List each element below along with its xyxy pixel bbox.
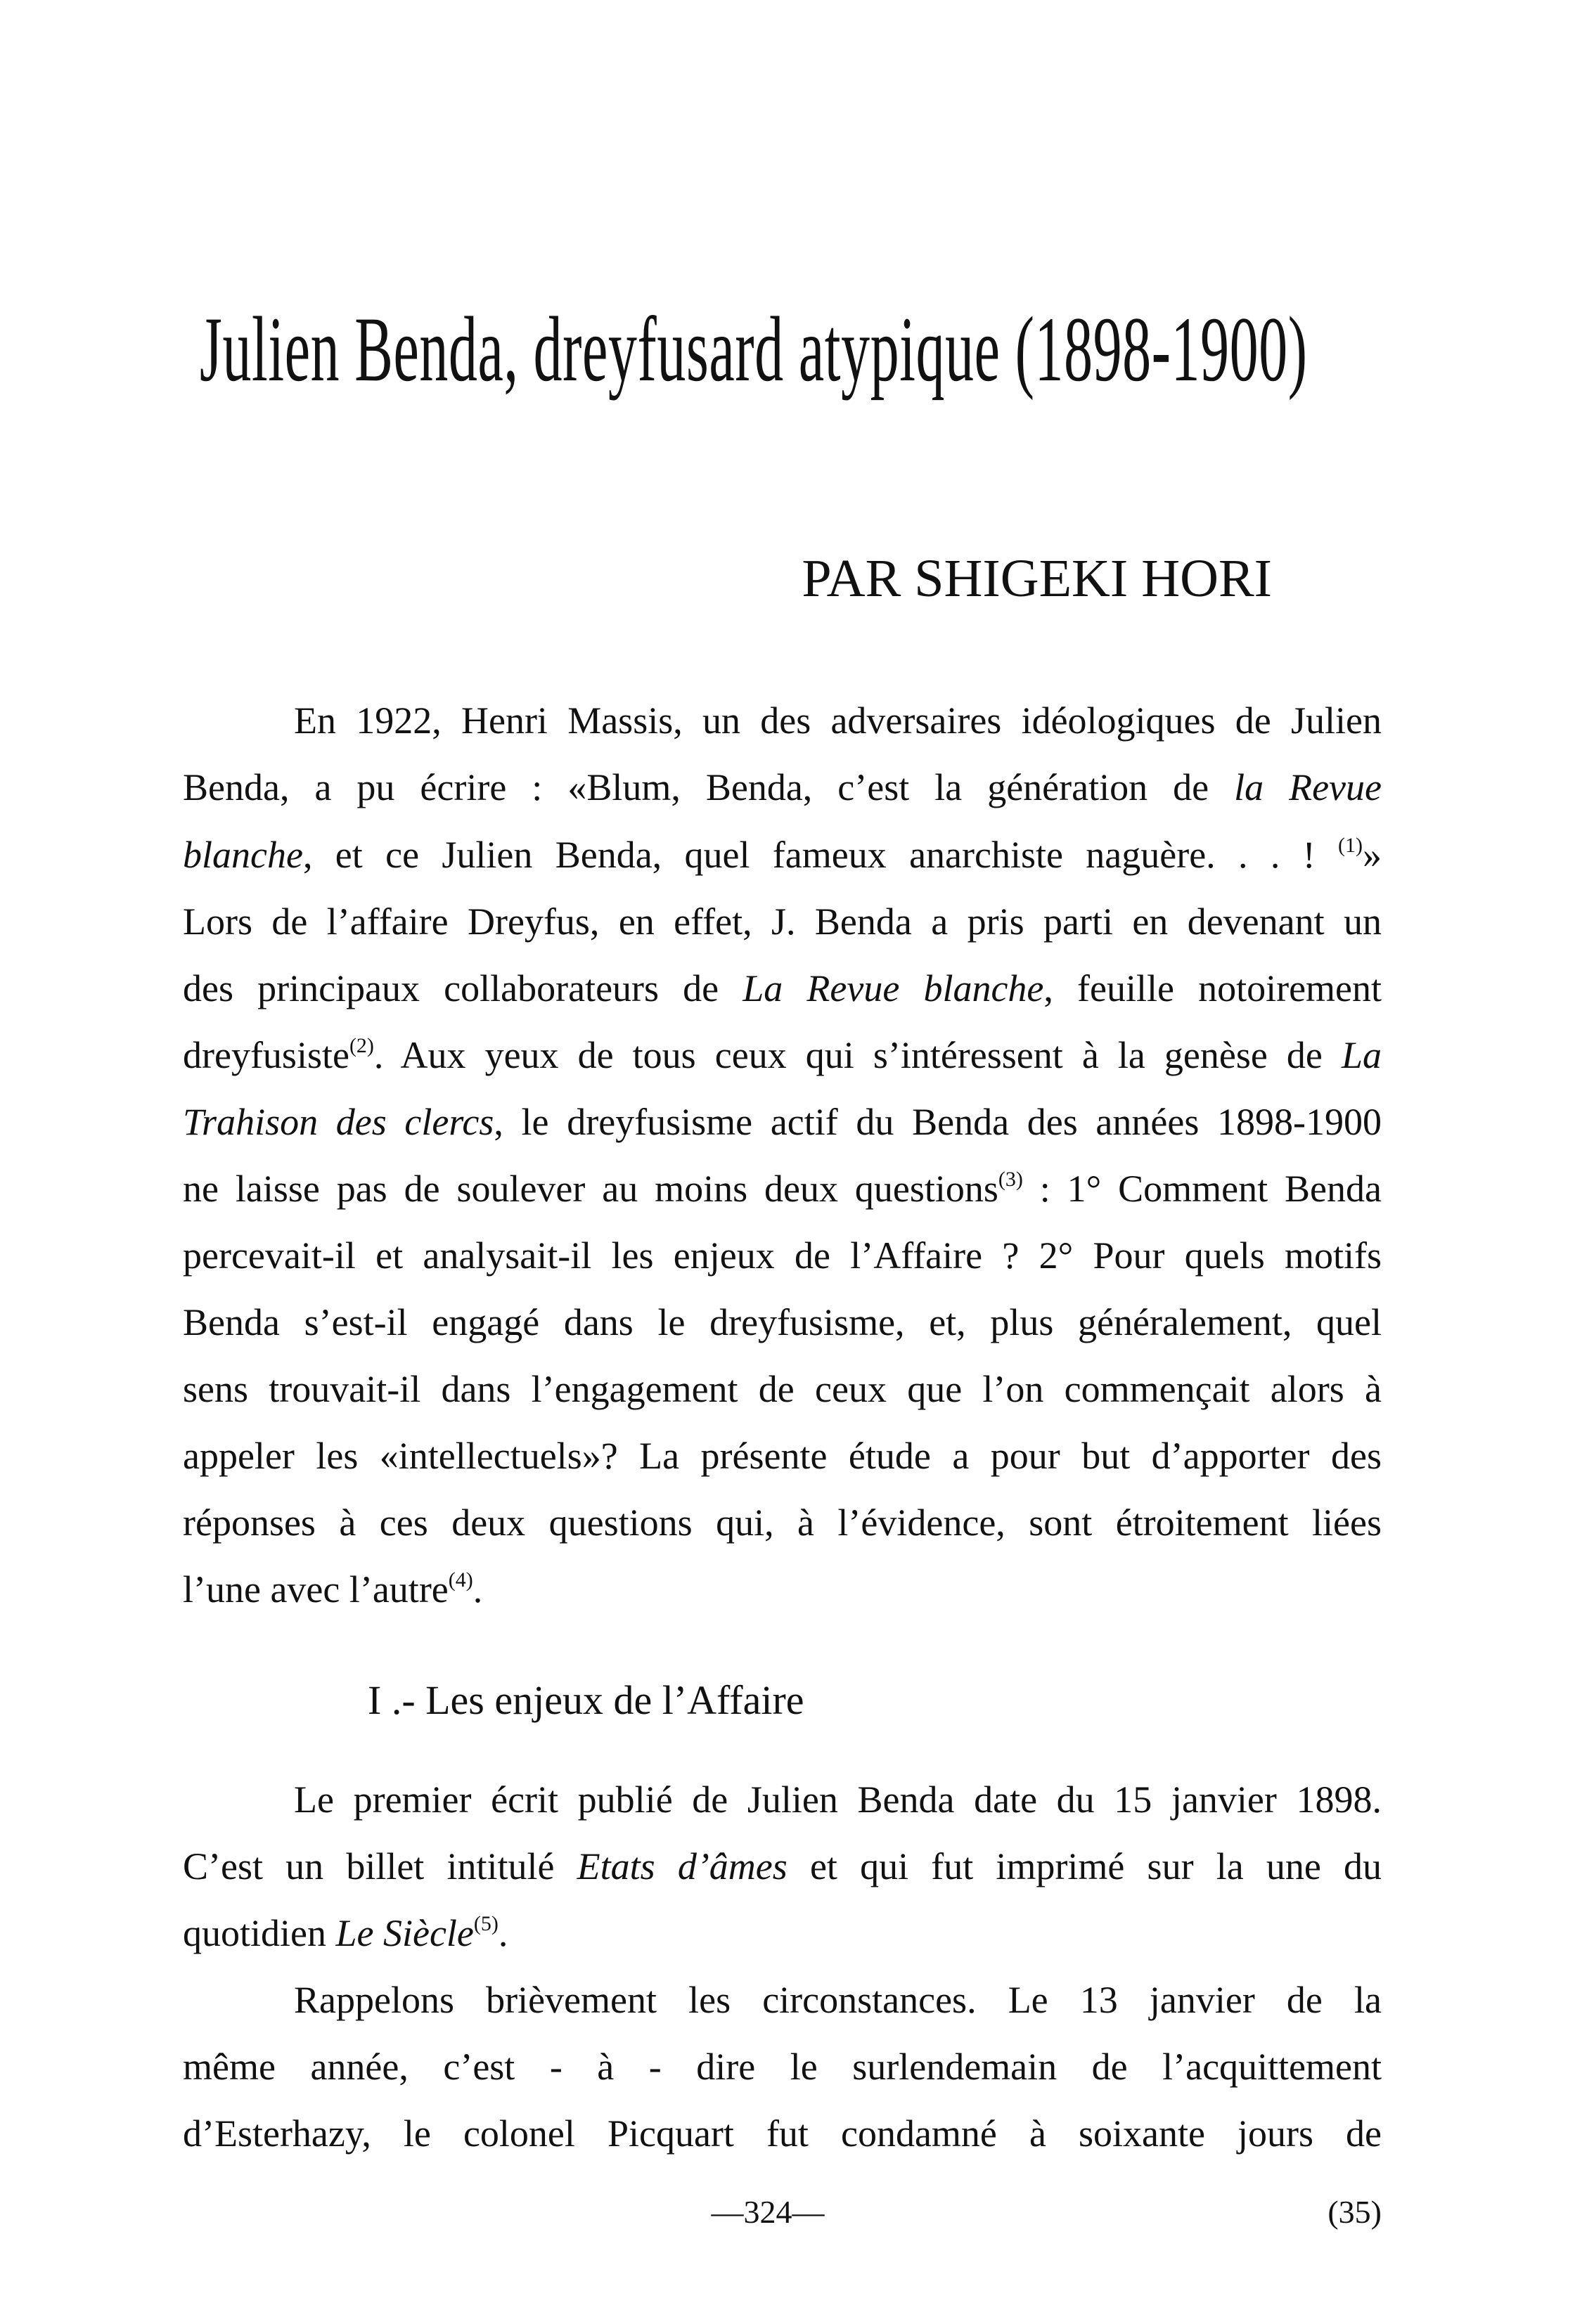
text-segment: sens trouvait-il dans l’engagement de ceux que l’on commençait alors à (183, 1368, 1382, 1410)
text-line (294, 1775, 1382, 1824)
text-line (183, 1909, 1382, 1958)
text-line (183, 1097, 1382, 1147)
italic-text: blanche (183, 834, 303, 876)
text-segment: Benda s’est-il engagé dans le dreyfusisme, et, plus généralement, quel (183, 1301, 1382, 1343)
text-segment: » (1363, 834, 1382, 876)
italic-text: La Revue blanche (742, 967, 1044, 1009)
section-number: (35) (1328, 2194, 1382, 2230)
text-segment: En 1922, Henri Massis, un des adversaires idéologiques de Julien (294, 699, 1382, 742)
text-segment: . (472, 1568, 483, 1610)
text-line (183, 1842, 1382, 1891)
footnote-ref: (2) (349, 1034, 374, 1057)
text-segment: quotidien (183, 1912, 336, 1954)
text-line (294, 696, 1382, 745)
text-line (183, 1565, 1382, 1614)
text-line (183, 964, 1382, 1013)
italic-text: la Revue (1234, 766, 1382, 808)
text-line (183, 2109, 1382, 2158)
text-line (183, 1164, 1382, 1213)
section-heading: I .- Les enjeux de l’Affaire (368, 1677, 804, 1723)
text-segment: , et ce Julien Benda, quel fameux anarchiste naguère. . . ! (302, 834, 1339, 876)
text-segment: appeler les «intellectuels»? La présente étude a pour but d’apporter des (183, 1435, 1382, 1477)
text-line (183, 2042, 1382, 2091)
author-byline: PAR SHIGEKI HORI (802, 549, 1272, 608)
text-line (183, 1031, 1382, 1080)
text-segment: des principaux collaborateurs de (183, 967, 743, 1009)
italic-text: Le Siècle (335, 1912, 474, 1954)
text-segment: Benda, a pu écrire : «Blum, Benda, c’est la génération de (183, 766, 1235, 808)
text-segment: ne laisse pas de soulever au moins deux questions (183, 1168, 998, 1210)
page-number: —324— (711, 2194, 825, 2230)
text-segment: . (498, 1912, 508, 1954)
footnote-ref: (3) (998, 1168, 1023, 1191)
italic-text: Trahison des clercs (183, 1101, 494, 1143)
text-segment: C’est un billet intitulé (183, 1845, 577, 1887)
text-segment: Lors de l’affaire Dreyfus, en effet, J. Benda a pris parti en devenant un (183, 900, 1382, 943)
footnote-ref: (5) (473, 1912, 499, 1935)
text-segment: Le premier écrit publié de Julien Benda date du 15 janvier 1898. (294, 1778, 1382, 1821)
text-line (294, 1975, 1382, 2025)
article-title: Julien Benda, dreyfusard atypique (1898-1900) (200, 297, 1308, 401)
text-segment: . Aux yeux de tous ceux qui s’intéressent à la genèse de (373, 1034, 1342, 1076)
text-line (183, 1231, 1382, 1280)
text-segment: dreyfusiste (183, 1034, 349, 1076)
text-line (183, 897, 1382, 946)
text-segment: d’Esterhazy, le colonel Picquart fut condamné à soixante jours de (183, 2112, 1382, 2155)
text-segment: et qui fut imprimé sur la une du (787, 1845, 1382, 1887)
italic-text: La (1341, 1034, 1382, 1076)
italic-text: Etats d’âmes (577, 1845, 788, 1887)
text-line (183, 1431, 1382, 1480)
text-segment: : 1° Comment Benda (1022, 1168, 1382, 1210)
text-segment: même année, c’est - à - dire le surlendemain de l’acquittement (183, 2046, 1382, 2088)
text-line (183, 1364, 1382, 1414)
text-line (183, 763, 1382, 812)
text-line (183, 1498, 1382, 1547)
text-line (183, 1298, 1382, 1347)
text-segment: , feuille notoirement (1043, 967, 1382, 1009)
footnote-ref: (4) (448, 1568, 473, 1592)
text-segment: , le dreyfusisme actif du Benda des années 1898-1900 (494, 1101, 1382, 1143)
text-segment: Rappelons brièvement les circonstances. Le 13 janvier de la (294, 1979, 1382, 2021)
text-segment: l’une avec l’autre (183, 1568, 449, 1610)
footnote-ref: (1) (1338, 834, 1363, 857)
text-segment: réponses à ces deux questions qui, à l’évidence, sont étroitement liées (183, 1502, 1382, 1544)
text-segment: percevait-il et analysait-il les enjeux de l’Affaire ? 2° Pour quels motifs (183, 1234, 1382, 1277)
text-line (183, 830, 1382, 879)
